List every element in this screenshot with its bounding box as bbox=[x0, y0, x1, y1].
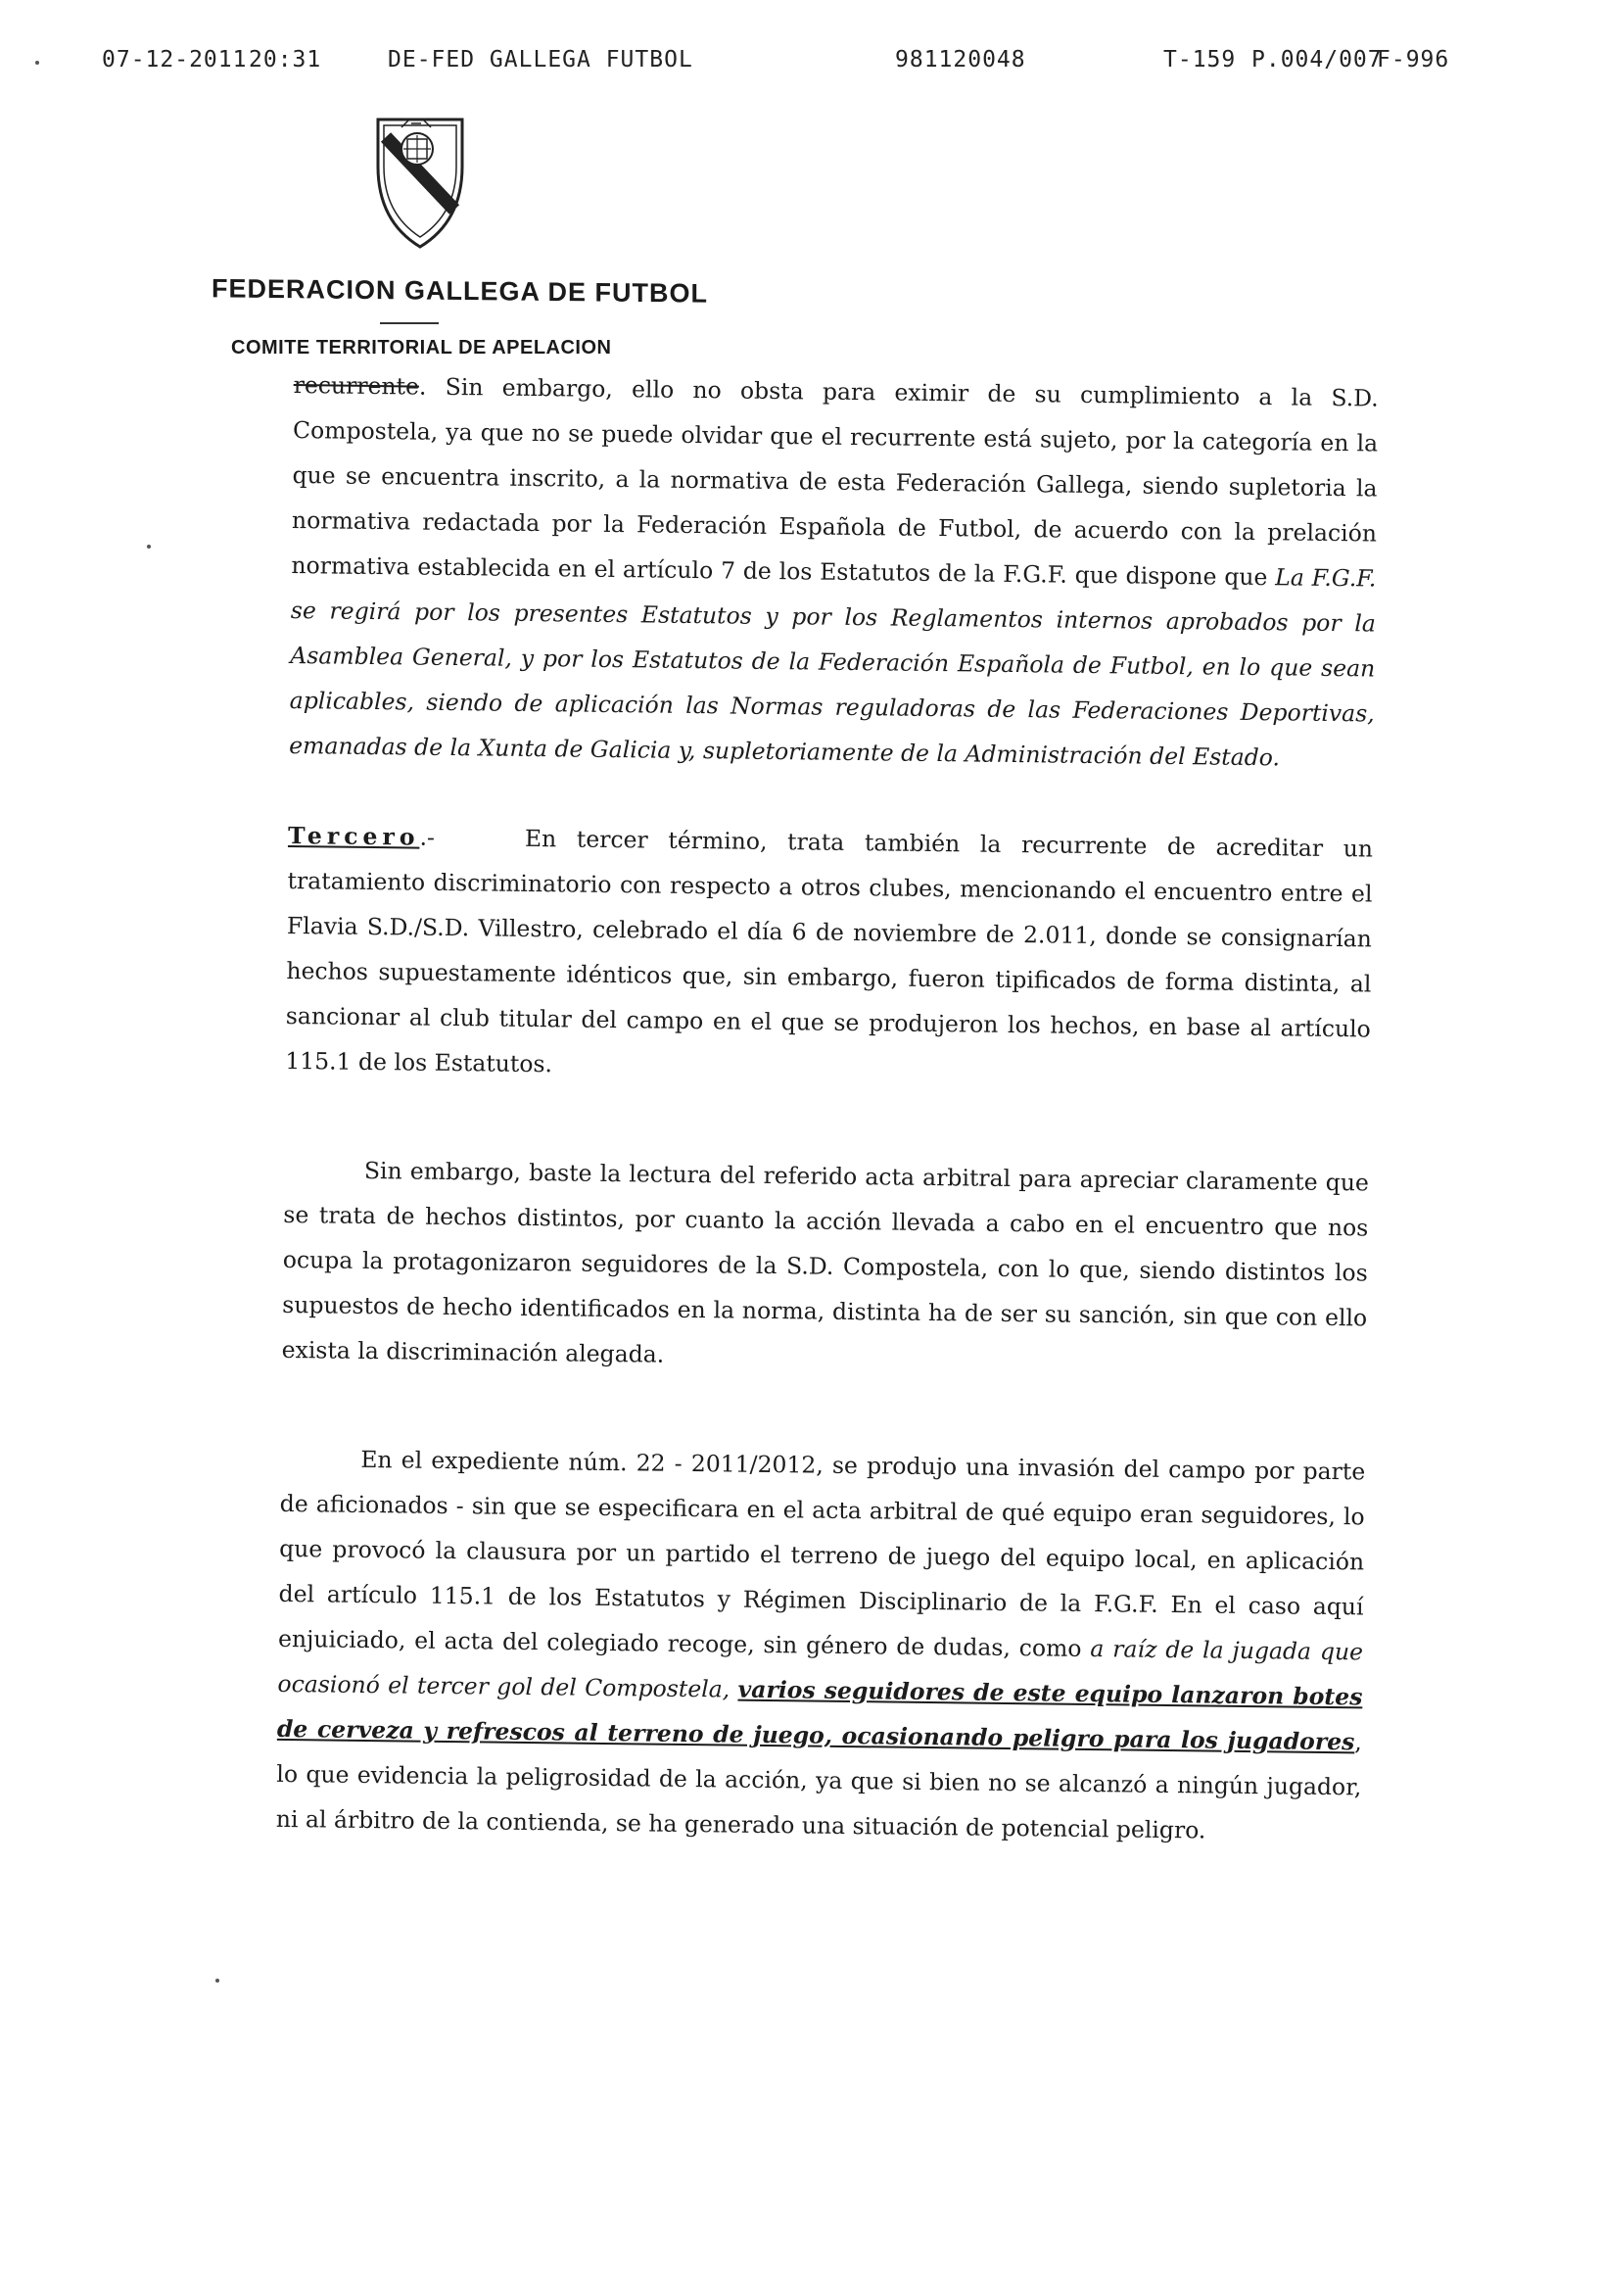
paragraph-4-underlined-quote: varios seguidores de este equipo lanzaron botes de cerveza y refrescos al terreno de juego, ocasionando peligro para los jugadores bbox=[276, 1675, 1363, 1756]
committee-name: COMITE TERRITORIAL DE APELACION bbox=[231, 337, 612, 359]
paragraph-4 bbox=[276, 1436, 1366, 1855]
fax-time: 20:31 bbox=[249, 47, 322, 72]
organization-name: FEDERACION GALLEGA DE FUTBOL bbox=[212, 273, 708, 309]
letter-body bbox=[276, 362, 1379, 1854]
paragraph-2-text: En tercer término, trata también la recurrente de acreditar un tratamiento discriminatorio con respecto a otros clubes, mencionando el encuentro entre el Flavia S.D./S.D. Villestro, celebrado el día 6 de noviembre de 2.011, donde se consignarían hechos supuestamente idénticos que, sin embargo, fueron tipificados de forma distinta, al sancionar al club titular del campo en el que se produjeron los hechos, en base al artículo 115.1 de los Estatutos. bbox=[285, 824, 1374, 1078]
statute-quote: La F.G.F. se regirá por los presentes Estatutos y por los Reglamentos internos aprobados por la Asamblea General, y por los Estatutos de la Federación Española de Futbol, en lo que sean aplicables, siendo de aplicación las Normas reguladoras de las Federaciones Deportivas, emanadas de la Xunta de Galicia y, supletoriamente de la Administración del Estado. bbox=[289, 563, 1377, 772]
paragraph-4-text-b: , lo que evidencia la peligrosidad de la acción, ya que si bien no se alcanzó a ningún jugador, ni al árbitro de la contienda, se ha generado una situación de potencial peligro. bbox=[275, 1728, 1363, 1844]
fax-fcode: F-996 bbox=[1377, 47, 1450, 72]
scan-speck bbox=[215, 1979, 219, 1983]
letterhead-divider bbox=[380, 322, 439, 324]
fax-header bbox=[0, 47, 1602, 76]
scan-speck bbox=[35, 61, 39, 65]
fax-page: P.004/007 bbox=[1251, 47, 1383, 72]
fax-sender: DE-FED GALLEGA FUTBOL bbox=[388, 47, 693, 72]
fax-code: T-159 bbox=[1163, 47, 1237, 72]
paragraph-4-italic: a raíz de la jugada que ocasionó el tercer gol del Compostela, bbox=[277, 1635, 1364, 1703]
paragraph-4-text-a: En el expediente núm. 22 - 2011/2012, se produjo una invasión del campo por parte de aficionados - sin que se especificara en el acta arbitral de qué equipo eran seguidores, lo que provocó la clausura por un partido el terreno de juego del equipo local, en aplicación del artículo 115.1 de los Estatutos y Régimen Disciplinario de la F.G.F. En el caso aquí enjuiciado, el acta del colegiado recoge, sin género de dudas, como bbox=[277, 1445, 1366, 1663]
fax-phone: 981120048 bbox=[895, 47, 1026, 72]
paragraph-1 bbox=[289, 362, 1379, 782]
federation-crest-logo bbox=[374, 116, 466, 251]
paragraph-2 bbox=[285, 813, 1373, 1097]
paragraph-3-text: Sin embargo, baste la lectura del referido acta arbitral para apreciar claramente que se trata de hechos distintos, por cuanto la acción llevada a cabo en el encuentro que nos ocupa la protagonizaron seguidores de la S.D. Compostela, con lo que, siendo distintos los supuestos de hecho identificados en la norma, distinta ha de ser su sanción, sin que con ello exista la discriminación alegada. bbox=[281, 1156, 1370, 1368]
scan-speck bbox=[147, 545, 151, 549]
paragraph-1-text: . Sin embargo, ello no obsta para eximir de su cumplimiento a la S.D. Compostela, ya que no se puede olvidar que el recurrente está sujeto, por la categoría en la que se encuentra inscrito, a la normativa de esta Federación Gallega, siendo supletoria la normativa redactada por la Federación Española de Futbol, de acuerdo con la prelación normativa establecida en el artículo 7 de los Estatutos de la F.G.F. que dispone que bbox=[291, 372, 1379, 592]
paragraph-3 bbox=[281, 1147, 1369, 1386]
section-heading-suffix: .- bbox=[419, 823, 436, 851]
fax-date: 07-12-2011 bbox=[102, 47, 248, 72]
struck-word: recurrente bbox=[293, 370, 420, 401]
section-heading: Tercero bbox=[287, 821, 420, 851]
